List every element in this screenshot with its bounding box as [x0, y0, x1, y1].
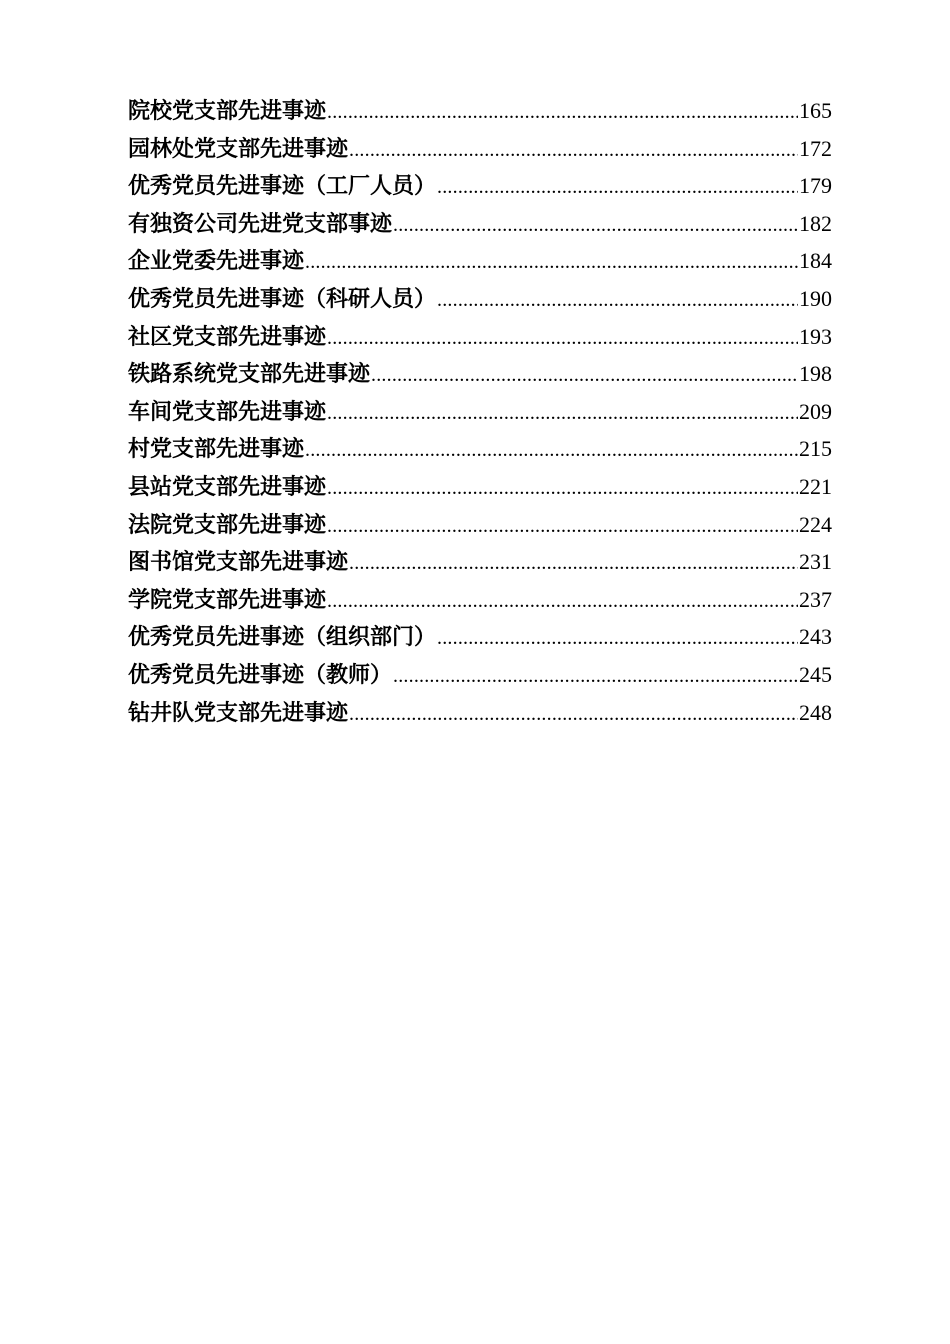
toc-entry-page-number: 190: [799, 285, 832, 311]
toc-dot-leader: [305, 244, 798, 280]
toc-entry-page-number: 198: [799, 361, 832, 387]
toc-entry[interactable]: [128, 280, 832, 318]
toc-dot-leader: [327, 583, 798, 619]
toc-dot-leader: [327, 395, 798, 431]
toc-dot-leader: [349, 545, 798, 581]
toc-dot-leader: [349, 696, 798, 732]
toc-entry[interactable]: [128, 130, 832, 168]
toc-entry-title: 企业党委先进事迹: [128, 248, 305, 275]
toc-entry[interactable]: [128, 430, 832, 468]
toc-entry-page-number: 209: [799, 398, 832, 424]
toc-entry[interactable]: [128, 318, 832, 356]
toc-dot-leader: [393, 658, 798, 694]
toc-entry[interactable]: [128, 205, 832, 243]
toc-entry-page-number: 165: [799, 98, 832, 123]
toc-entry-page-number: 221: [799, 473, 832, 499]
table-of-contents: [128, 92, 832, 731]
toc-entry[interactable]: [128, 618, 832, 656]
toc-entry-title: 学院党支部先进事迹: [128, 586, 327, 613]
toc-dot-leader: [327, 94, 798, 130]
toc-entry-title: 铁路系统党支部先进事迹: [128, 361, 371, 388]
toc-dot-leader: [327, 320, 798, 356]
toc-dot-leader: [327, 470, 798, 506]
toc-entry-page-number: 182: [799, 210, 832, 236]
toc-entry[interactable]: [128, 656, 832, 694]
toc-entry-page-number: 179: [799, 173, 832, 199]
toc-dot-leader: [437, 282, 798, 318]
toc-entry-page-number: 237: [799, 586, 832, 612]
toc-entry-title: 院校党支部先进事迹: [128, 98, 327, 124]
toc-dot-leader: [349, 132, 798, 168]
toc-entry-title: 车间党支部先进事迹: [128, 398, 327, 425]
toc-entry-title: 园林处党支部先进事迹: [128, 135, 349, 162]
toc-entry-title: 优秀党员先进事迹（组织部门）: [128, 624, 437, 651]
toc-entry-page-number: 193: [799, 323, 832, 349]
toc-entry-page-number: 243: [799, 624, 832, 650]
toc-entry[interactable]: [128, 92, 832, 130]
toc-entry-page-number: 248: [799, 699, 832, 725]
toc-entry[interactable]: [128, 543, 832, 581]
toc-entry-page-number: 172: [799, 135, 832, 161]
toc-entry[interactable]: [128, 167, 832, 205]
toc-entry-title: 法院党支部先进事迹: [128, 511, 327, 538]
toc-dot-leader: [393, 207, 798, 243]
toc-dot-leader: [371, 357, 798, 393]
toc-entry-title: 有独资公司先进党支部事迹: [128, 210, 393, 237]
toc-entry-title: 钻井队党支部先进事迹: [128, 699, 349, 726]
toc-entry-page-number: 215: [799, 436, 832, 462]
toc-entry-page-number: 224: [799, 511, 832, 537]
toc-entry[interactable]: [128, 393, 832, 431]
toc-dot-leader: [437, 169, 798, 205]
toc-entry-title: 县站党支部先进事迹: [128, 473, 327, 500]
toc-dot-leader: [437, 620, 798, 656]
toc-entry[interactable]: [128, 694, 832, 732]
toc-entry-title: 社区党支部先进事迹: [128, 323, 327, 350]
toc-entry[interactable]: [128, 242, 832, 280]
toc-entry-title: 图书馆党支部先进事迹: [128, 549, 349, 576]
toc-dot-leader: [305, 432, 798, 468]
toc-dot-leader: [327, 508, 798, 544]
toc-entry-page-number: 245: [799, 661, 832, 687]
toc-entry-title: 优秀党员先进事迹（科研人员）: [128, 285, 437, 312]
toc-entry-title: 优秀党员先进事迹（教师）: [128, 661, 393, 688]
toc-entry-title: 优秀党员先进事迹（工厂人员）: [128, 173, 437, 200]
toc-entry-page-number: 184: [799, 248, 832, 274]
toc-entry-page-number: 231: [799, 549, 832, 575]
toc-entry[interactable]: [128, 581, 832, 619]
toc-entry[interactable]: [128, 506, 832, 544]
toc-entry[interactable]: [128, 468, 832, 506]
toc-entry[interactable]: [128, 355, 832, 393]
toc-entry-title: 村党支部先进事迹: [128, 436, 305, 463]
